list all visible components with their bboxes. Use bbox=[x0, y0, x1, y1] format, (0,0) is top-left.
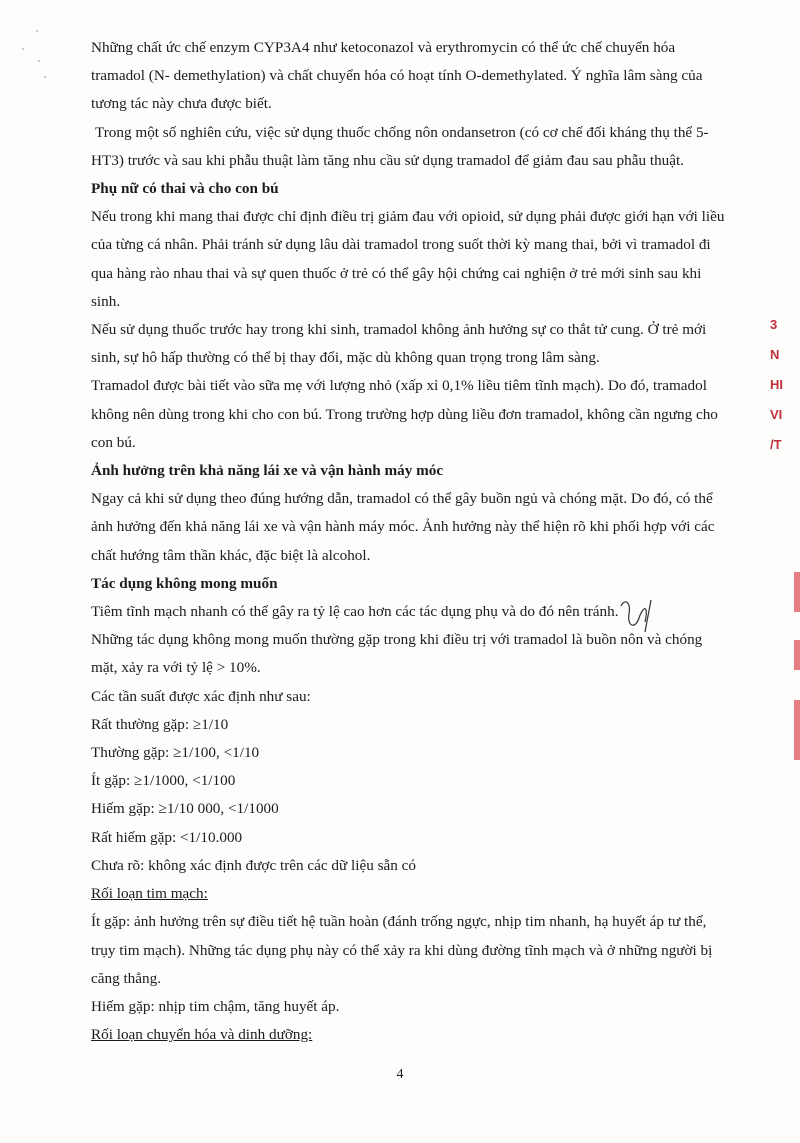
stamp-text: HI bbox=[770, 377, 783, 392]
page-number: 4 bbox=[396, 1067, 404, 1082]
paragraph: Các tần suất được xác định như sau: bbox=[91, 687, 311, 705]
stamp-edge-mark bbox=[794, 700, 800, 760]
paragraph: Những tác dụng không mong muốn thường gặp trong khi điều trị với tramadol là buồn nôn và chóng mặt, xảy ra với tỷ lệ > 10%. bbox=[91, 631, 703, 677]
paragraph: Ngay cả khi sử dụng theo đúng hướng dẫn, tramadol có thể gây buồn ngủ và chóng mặt. Do đó, có thể ảnh hưởng đến khả năng lái xe và vận hành máy móc. Ảnh hưởng này thể hiện rõ khi phối hợp với các chất hướng tâm thần khác, đặc biệt là alcohol. bbox=[91, 490, 715, 564]
subsection-heading: Rối loạn chuyển hóa và dinh dưỡng: bbox=[91, 1026, 313, 1044]
paragraph: Ít gặp: ảnh hưởng trên sự điều tiết hệ tuần hoàn (đánh trống ngực, nhịp tim nhanh, hạ huyết áp tư thế, trụy tim mạch). Những tác dụng phụ này có thể xảy ra khi dùng đường tĩnh mạch và ở những người bị căng thẳng. bbox=[91, 913, 713, 987]
paragraph: Nếu trong khi mang thai được chỉ định điều trị giảm đau với opioid, sử dụng phải được giới hạn với liều của từng cá nhân. Phải tránh sử dụng lâu dài tramadol trong suốt thời kỳ mang thai, bởi vì tramadol đi qua hàng rào nhau thai và sự quen thuốc ở trẻ có thể gây hội chứng cai nghiện ở trẻ mới sinh sau khi sinh. bbox=[91, 208, 725, 310]
scan-speckles bbox=[14, 30, 54, 90]
signature-mark bbox=[615, 596, 665, 636]
paragraph: Hiếm gặp: ≥1/10 000, <1/1000 bbox=[91, 800, 279, 818]
red-stamp-fragment bbox=[770, 310, 800, 460]
stamp-edge-mark bbox=[794, 640, 800, 670]
paragraph: Ít gặp: ≥1/1000, <1/100 bbox=[91, 772, 236, 790]
paragraph: Hiếm gặp: nhịp tim chậm, tăng huyết áp. bbox=[91, 997, 340, 1015]
stamp-text: VI bbox=[770, 407, 783, 422]
section-heading: Tác dụng không mong muốn bbox=[91, 574, 278, 592]
paragraph: Rất hiếm gặp: <1/10.000 bbox=[91, 828, 243, 846]
section-heading: Ảnh hưởng trên khả năng lái xe và vận hành máy móc bbox=[91, 462, 444, 480]
stamp-edge-mark bbox=[794, 572, 800, 612]
paragraph: Những chất ức chế enzym CYP3A4 như ketoconazol và erythromycin có thể ức chế chuyển hóa tramadol (N- demethylation) và chất chuyển hóa có hoạt tính O-demethylated. Ý nghĩa lâm sàng của tương tác này chưa được biết. bbox=[91, 39, 703, 113]
paragraph: Tiêm tĩnh mạch nhanh có thể gây ra tỷ lệ cao hơn các tác dụng phụ và do đó nên tránh. bbox=[91, 603, 619, 621]
paragraph: Thường gặp: ≥1/100, <1/10 bbox=[91, 744, 260, 762]
document-body bbox=[91, 34, 731, 1049]
paragraph: Chưa rõ: không xác định được trên các dữ liệu sẵn có bbox=[91, 856, 416, 874]
paragraph: Rất thường gặp: ≥1/10 bbox=[91, 715, 229, 733]
section-heading: Phụ nữ có thai và cho con bú bbox=[91, 180, 279, 198]
paragraph: Nếu sử dụng thuốc trước hay trong khi sinh, tramadol không ảnh hưởng sự co thắt tử cung. Ở trẻ mới sinh, sự hô hấp thường có thể bị thay đổi, mặc dù không quan trọng trong lâm sàng. bbox=[91, 321, 707, 367]
paragraph: Trong một số nghiên cứu, việc sử dụng thuốc chống nôn ondansetron (có cơ chế đối kháng thụ thể 5-HT3) trước và sau khi phẫu thuật làm tăng nhu cầu sử dụng tramadol để giảm đau sau phẫu thuật. bbox=[91, 123, 709, 169]
subsection-heading: Rối loạn tim mạch: bbox=[91, 885, 208, 903]
stamp-text: /T bbox=[770, 437, 782, 452]
stamp-text: N bbox=[770, 347, 780, 362]
stamp-text: 3 bbox=[770, 317, 778, 332]
paragraph: Tramadol được bài tiết vào sữa mẹ với lượng nhỏ (xấp xỉ 0,1% liều tiêm tĩnh mạch). Do đó, tramadol không nên dùng trong khi cho con bú. Trong trường hợp dùng liều đơn tramadol, không cần ngưng cho con bú. bbox=[91, 377, 718, 451]
